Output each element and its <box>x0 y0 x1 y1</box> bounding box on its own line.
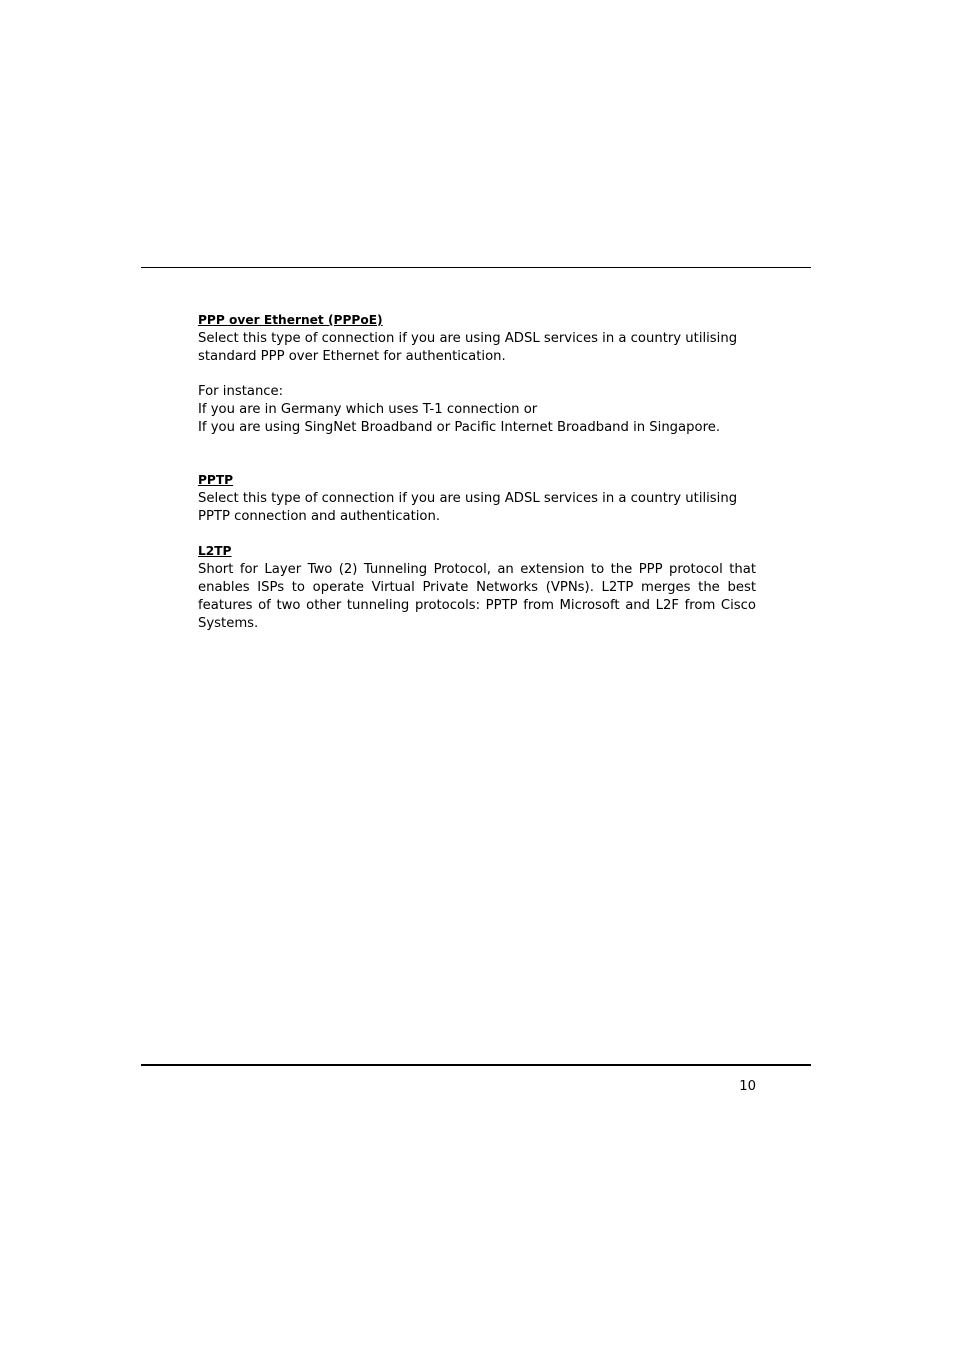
instance-germany: If you are in Germany which uses T-1 connection or <box>198 401 538 417</box>
pppoe-instances <box>198 383 756 436</box>
pppoe-description-line: Select this type of connection if you are using ADSL services in a country utilising <box>198 330 738 346</box>
pptp-heading: PPTP <box>198 473 234 488</box>
pppoe-heading: PPP over Ethernet (PPPoE) <box>198 313 383 327</box>
header-rule <box>141 267 811 268</box>
pppoe-description-line: standard PPP over Ethernet for authentication. <box>198 348 506 364</box>
instance-singapore: If you are using SingNet Broadband or Pacific Internet Broadband in Singapore. <box>198 419 721 435</box>
pptp-description <box>198 490 756 526</box>
l2tp-description: Short for Layer Two (2) Tunneling Protocol, an extension to the PPP protocol that enables ISPs to operate Virtual Private Networks (VPNs). L2TP merges the best features of two other tunneling protocols: PPTP from Microsoft and L2F from Cisco Systems. <box>198 562 756 631</box>
pptp-description-line: PPTP connection and authentication. <box>198 508 441 524</box>
pppoe-description <box>198 330 756 366</box>
l2tp-heading: L2TP <box>198 544 232 559</box>
instance-intro: For instance: <box>198 384 284 400</box>
footer-rule <box>141 1064 811 1066</box>
pptp-description-line: Select this type of connection if you are using ADSL services in a country utilising <box>198 490 738 506</box>
page-number: 10 <box>739 1079 756 1094</box>
document-body <box>198 312 756 632</box>
